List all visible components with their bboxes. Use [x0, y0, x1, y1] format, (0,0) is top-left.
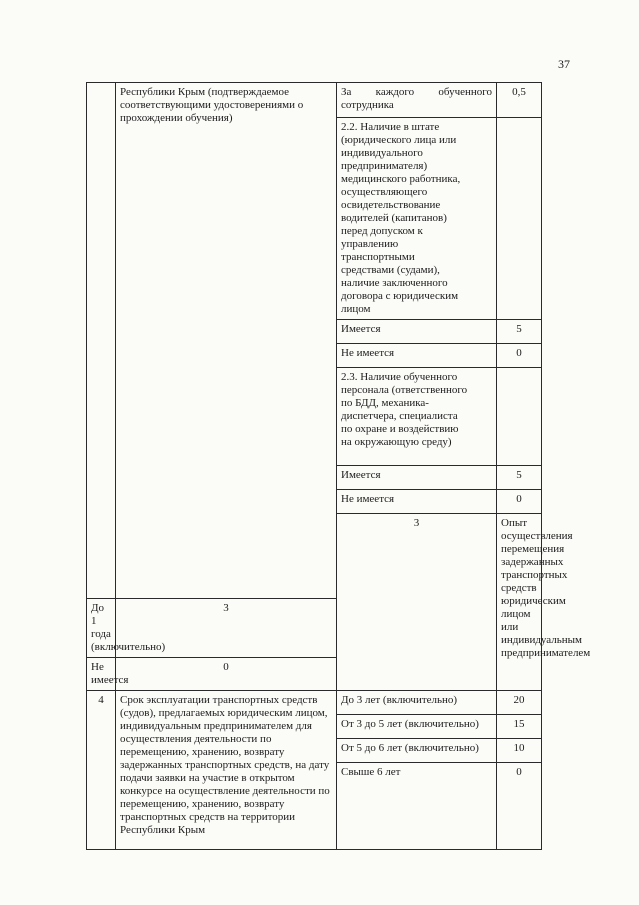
score-cell: 20: [497, 691, 542, 715]
condition-cell: [337, 83, 497, 118]
criteria-table: [86, 82, 591, 850]
table-row: [87, 83, 542, 118]
row-number-cell: [87, 83, 116, 599]
condition-cell: 2.2. Наличие в штате (юридического лица или индивидуального предпринимателя) медицинского работника, осуществляющего освидетельствование водителей (капитанов) перед допуском к управлению транспортными средствами (судами), наличие заключенного договора с юридическим лицом: [337, 118, 497, 320]
criterion-cell: Срок эксплуатации транспортных средств (судов), предлагаемых юридическим лицом, индивидуальным предпринимателем для осуществления деятельности по перемещению, хранению, возврату задержанных транспортных средств, на дату подачи заявки на участие в открытом конкурсе на осуществление деятельности по перемещению, хранению, возврату транспортных средств на территории Республики Крым: [116, 691, 337, 850]
condition-cell: Имеется: [337, 320, 497, 344]
condition-cell: Не имеется: [337, 490, 497, 514]
condition-cell: Не имеется: [337, 344, 497, 368]
criterion-cell: Республики Крым (подтверждаемое соответствующими удостоверениями о прохождении обучения): [116, 83, 337, 599]
score-cell: 0: [497, 490, 542, 514]
score-cell: 10: [497, 739, 542, 763]
table-row: [87, 691, 542, 715]
score-cell: 5: [497, 466, 542, 490]
page-number: 37: [558, 57, 570, 71]
score-cell: 3: [116, 599, 337, 658]
score-cell: 0: [497, 344, 542, 368]
score-cell: 15: [497, 715, 542, 739]
row-number-cell: 3: [337, 514, 497, 691]
score-cell: 0: [497, 763, 542, 850]
condition-cell: Свыше 6 лет: [337, 763, 497, 850]
score-cell: [497, 118, 542, 320]
condition-cell: От 3 до 5 лет (включительно): [337, 715, 497, 739]
score-cell: [497, 368, 542, 466]
condition-cell: 2.3. Наличие обученного персонала (ответственного по БДД, механика-диспетчера, специалиста по охране и воздействию на окружающую среду): [337, 368, 497, 466]
row-number-cell: 4: [87, 691, 116, 850]
criterion-cell: Опыт осуществления перемещения задержанных транспортных средств юридическим лицом или индивидуальным предпринимателем: [497, 514, 542, 691]
condition-line: За каждого обученного: [341, 86, 492, 98]
condition-cell: До 1 года (включительно): [87, 599, 116, 658]
condition-line: сотрудника: [341, 99, 394, 111]
score-cell: 5: [497, 320, 542, 344]
condition-cell: Имеется: [337, 466, 497, 490]
score-cell: 0,5: [497, 83, 542, 118]
condition-cell: От 5 до 6 лет (включительно): [337, 739, 497, 763]
condition-cell: До 3 лет (включительно): [337, 691, 497, 715]
score-cell: 0: [116, 658, 337, 691]
condition-cell: Не имеется: [87, 658, 116, 691]
